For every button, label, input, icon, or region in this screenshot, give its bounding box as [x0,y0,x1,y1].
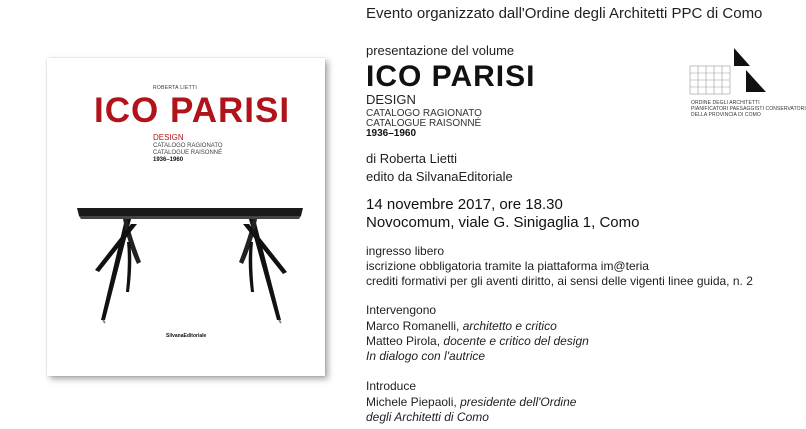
logo-text-1: ORDINE DEGLI ARCHITETTI [691,100,760,106]
intro-line [366,396,576,410]
event-publisher: edito da SilvanaEditoriale [366,169,513,184]
event-author: di Roberta Lietti [366,151,458,166]
event-subtitle-2: CATALOGUE RAISONNÉ [366,118,482,129]
event-years: 1936–1960 [366,128,417,139]
book-years: 1936–1960 [153,157,184,163]
speaker-1 [366,320,557,334]
event-design-label: DESIGN [366,92,416,107]
event-subtitle-1: CATALOGO RAGIONATO [366,108,482,119]
event-date: 14 novembre 2017, ore 18.30 [366,196,563,213]
entry-info: ingresso libero [366,244,445,258]
speaker-2 [366,335,589,349]
table-illustration [75,202,305,324]
dialogue-line: In dialogo con l'autrice [366,349,486,363]
book-design-label: DESIGN [153,133,184,142]
speaker-2-name: Matteo Pirola, [366,334,441,348]
book-title: ICO PARISI [94,91,291,130]
credits-info: crediti formativi per gli aventi diritto, ai sensi delle vigenti linee guida, n. 2 [366,274,753,288]
speaker-1-role: architetto e critico [462,319,557,333]
speakers-heading: Intervengono [366,303,437,317]
presentation-line: presentazione del volume [366,43,515,58]
speaker-1-name: Marco Romanelli, [366,319,460,333]
book-subtitle-2: CATALOGUE RAISONNÉ [153,150,223,156]
book-author: ROBERTA LIETTI [153,85,198,91]
intro-role-1: presidente dell'Ordine [460,395,577,409]
book-publisher: SilvanaEditoriale [166,333,207,339]
event-place: Novocomum, viale G. Sinigaglia 1, Como [366,214,640,231]
ordine-logo [690,48,770,96]
book-subtitle-1: CATALOGO RAGIONATO [153,143,223,149]
organizer-line: Evento organizzato dall'Ordine degli Architetti PPC di Como [366,5,763,22]
logo-text-2: PIANIFICATORI PAESAGGISTI CONSERVATORI [691,106,806,112]
event-title: ICO PARISI [366,60,536,93]
intro-role-2: degli Architetti di Como [366,410,489,424]
intro-name: Michele Piepaoli, [366,395,457,409]
speaker-2-role: docente e critico del design [443,334,589,348]
intro-heading: Introduce [366,379,417,393]
registration-info: iscrizione obbligatoria tramite la piattaforma im@teria [366,259,649,273]
logo-text-3: DELLA PROVINCIA DI COMO [691,112,761,118]
